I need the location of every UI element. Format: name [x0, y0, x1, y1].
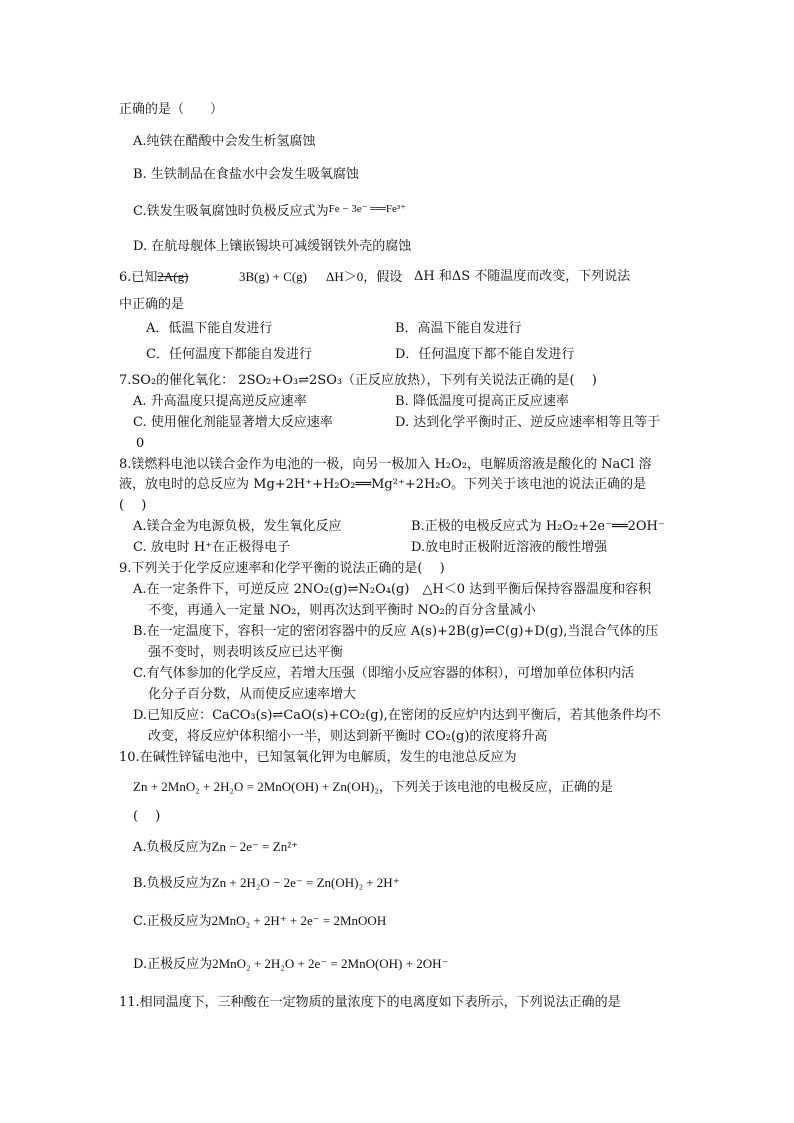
- q8-stem-line3: ( ): [119, 498, 147, 513]
- q8-option-a: A.镁合金为电源负极，发生氧化反应: [133, 519, 342, 534]
- q10-option-b-text: B.负极反应为: [133, 876, 212, 891]
- q10-equation: Zn + 2MnO₂ + 2H₂O = 2MnO(OH) + Zn(OH)₂: [133, 779, 379, 794]
- q9-option-d-line1: D.已知反应：CaCO₃(s)⇌CaO(s)+CO₂(g),在密闭的反应炉内达到平衡后，若其他条件均不: [133, 708, 661, 723]
- q10-option-a: [133, 838, 298, 857]
- q10-option-d: [133, 955, 448, 974]
- q10-option-b: [133, 874, 400, 893]
- q10-option-d-formula: 2MnO₂ + 2H₂O + 2e⁻ = 2MnO(OH) + 2OH⁻: [212, 956, 449, 971]
- q8-option-c: C. 放电时 H⁺在正极得电子: [133, 540, 291, 555]
- q9-option-b-line1: B.在一定温度下，容积一定的密闭容器中的反应 A(s)+2B(g)⇌C(g)+D(g),当混合气体的压: [133, 624, 659, 639]
- q9-option-a-line1: A.在一定条件下，可逆反应 2NO₂(g)⇌N₂O₄(g) △H＜0 达到平衡后保持容器温度和容积: [133, 582, 652, 597]
- q6-option-b: B．高温下能自发进行: [395, 321, 522, 336]
- q6-delta-h: ΔH＞0，假设: [326, 269, 403, 284]
- q6-number: 6.已知: [119, 270, 158, 285]
- q9-option-b-line2: 强不变时，则表明该反应已达平衡: [148, 645, 344, 660]
- q5-option-c-text: C.铁发生吸氧腐蚀时负极反应式为: [133, 204, 329, 219]
- q10-paren: ( ): [133, 809, 161, 824]
- q7-stem: 7.SO₂的催化氧化： 2SO₂+O₃⇌2SO₃（正反应放热），下列有关说法正确的是( ): [119, 373, 597, 388]
- q7-option-c: C. 使用催化剂能显著增大反应速率: [133, 415, 333, 430]
- q8-option-d: D.放电时正极附近溶液的酸性增强: [411, 540, 608, 555]
- q6-products: 3B(g) + C(g): [239, 269, 307, 284]
- q9-option-a-line2: 不变，再通入一定量 NO₂，则再次达到平衡时 NO₂的百分含量减小: [148, 603, 536, 618]
- q10-option-a-text: A.负极反应为: [133, 840, 212, 855]
- q10-equation-tail: ，下列关于该电池的电极反应，正确的是: [378, 780, 613, 795]
- q7-option-d-line2: 0: [136, 436, 145, 451]
- q10-equation-line: [133, 778, 613, 797]
- q6-option-a: A．低温下能自发进行: [146, 321, 273, 336]
- q7-option-a: A. 升高温度只提高逆反应速率: [133, 394, 307, 409]
- q11-stem: 11.相同温度下，三种酸在一定物质的量浓度下的电离度如下表所示，下列说法正确的是: [119, 995, 621, 1010]
- q7-option-b: B. 降低温度可提高正反应速率: [395, 394, 569, 409]
- q6-reactant: 2A(g): [157, 269, 189, 284]
- q10-option-d-text: D.正极反应为: [133, 957, 213, 972]
- q5-option-b: B. 生铁制品在食盐水中会发生吸氧腐蚀: [133, 167, 359, 182]
- q6-stem-line1: [119, 268, 631, 287]
- q10-option-a-formula: Zn − 2e⁻ = Zn²⁺: [211, 839, 298, 854]
- q10-option-c: [133, 912, 386, 931]
- q9-option-d-line2: 改变，将反应炉体积缩小一半，则达到新平衡时 CO₂(g)的浓度将升高: [148, 729, 548, 744]
- q6-option-c: C．任何温度下都能自发进行: [146, 347, 312, 362]
- q5-option-c-formula: Fe − 3e⁻ ══Fe³⁺: [328, 203, 406, 215]
- q10-stem: 10.在碱性锌锰电池中，已知氢氧化钾为电解质，发生的电池总反应为: [119, 750, 517, 765]
- q10-option-b-formula: Zn + 2H₂O − 2e⁻ = Zn(OH)₂ + 2H⁺: [211, 875, 400, 890]
- q5-option-d: D. 在航母舰体上镶嵌锡块可减缓钢铁外壳的腐蚀: [133, 239, 412, 254]
- q8-option-b: B.正极的电极反应式为 H₂O₂+2e⁻══2OH⁻: [411, 519, 665, 534]
- q5-option-c: [133, 203, 406, 221]
- q5-option-a: A.纯铁在醋酸中会发生析氢腐蚀: [133, 134, 316, 149]
- q9-option-c-line2: 化分子百分数，从而使反应速率增大: [148, 687, 357, 702]
- q8-stem-line2: 液，放电时的总反应为 Mg+2H⁺+H₂O₂══Mg²⁺+2H₂O。下列关于该电池的说法正确的是: [119, 477, 647, 492]
- q10-option-c-text: C.正极反应为: [133, 914, 212, 929]
- q7-option-d-line1: D. 达到化学平衡时正、逆反应速率相等且等于: [395, 415, 661, 430]
- q8-stem-line1: 8.镁燃料电池以镁合金作为电池的一极，向另一极加入 H₂O₂，电解质溶液是酸化的 NaCl 溶: [119, 457, 652, 472]
- q9-stem: 9.下列关于化学反应速率和化学平衡的说法正确的是( ): [119, 561, 445, 576]
- q6-option-d: D．任何温度下都不能自发进行: [395, 347, 575, 362]
- q6-stem-rest: ΔH 和ΔS 不随温度而改变，下列说法: [414, 269, 631, 284]
- q10-option-c-formula: 2MnO₂ + 2H⁺ + 2e⁻ = 2MnOOH: [211, 913, 387, 928]
- q6-stem-line2: 中正确的是: [119, 297, 185, 312]
- q9-option-c-line1: C.有气体参加的化学反应，若增大压强（即缩小反应容器的体积），可增加单位体积内活: [133, 666, 635, 681]
- q5-stem-tail: 正确的是（ ）: [119, 102, 224, 117]
